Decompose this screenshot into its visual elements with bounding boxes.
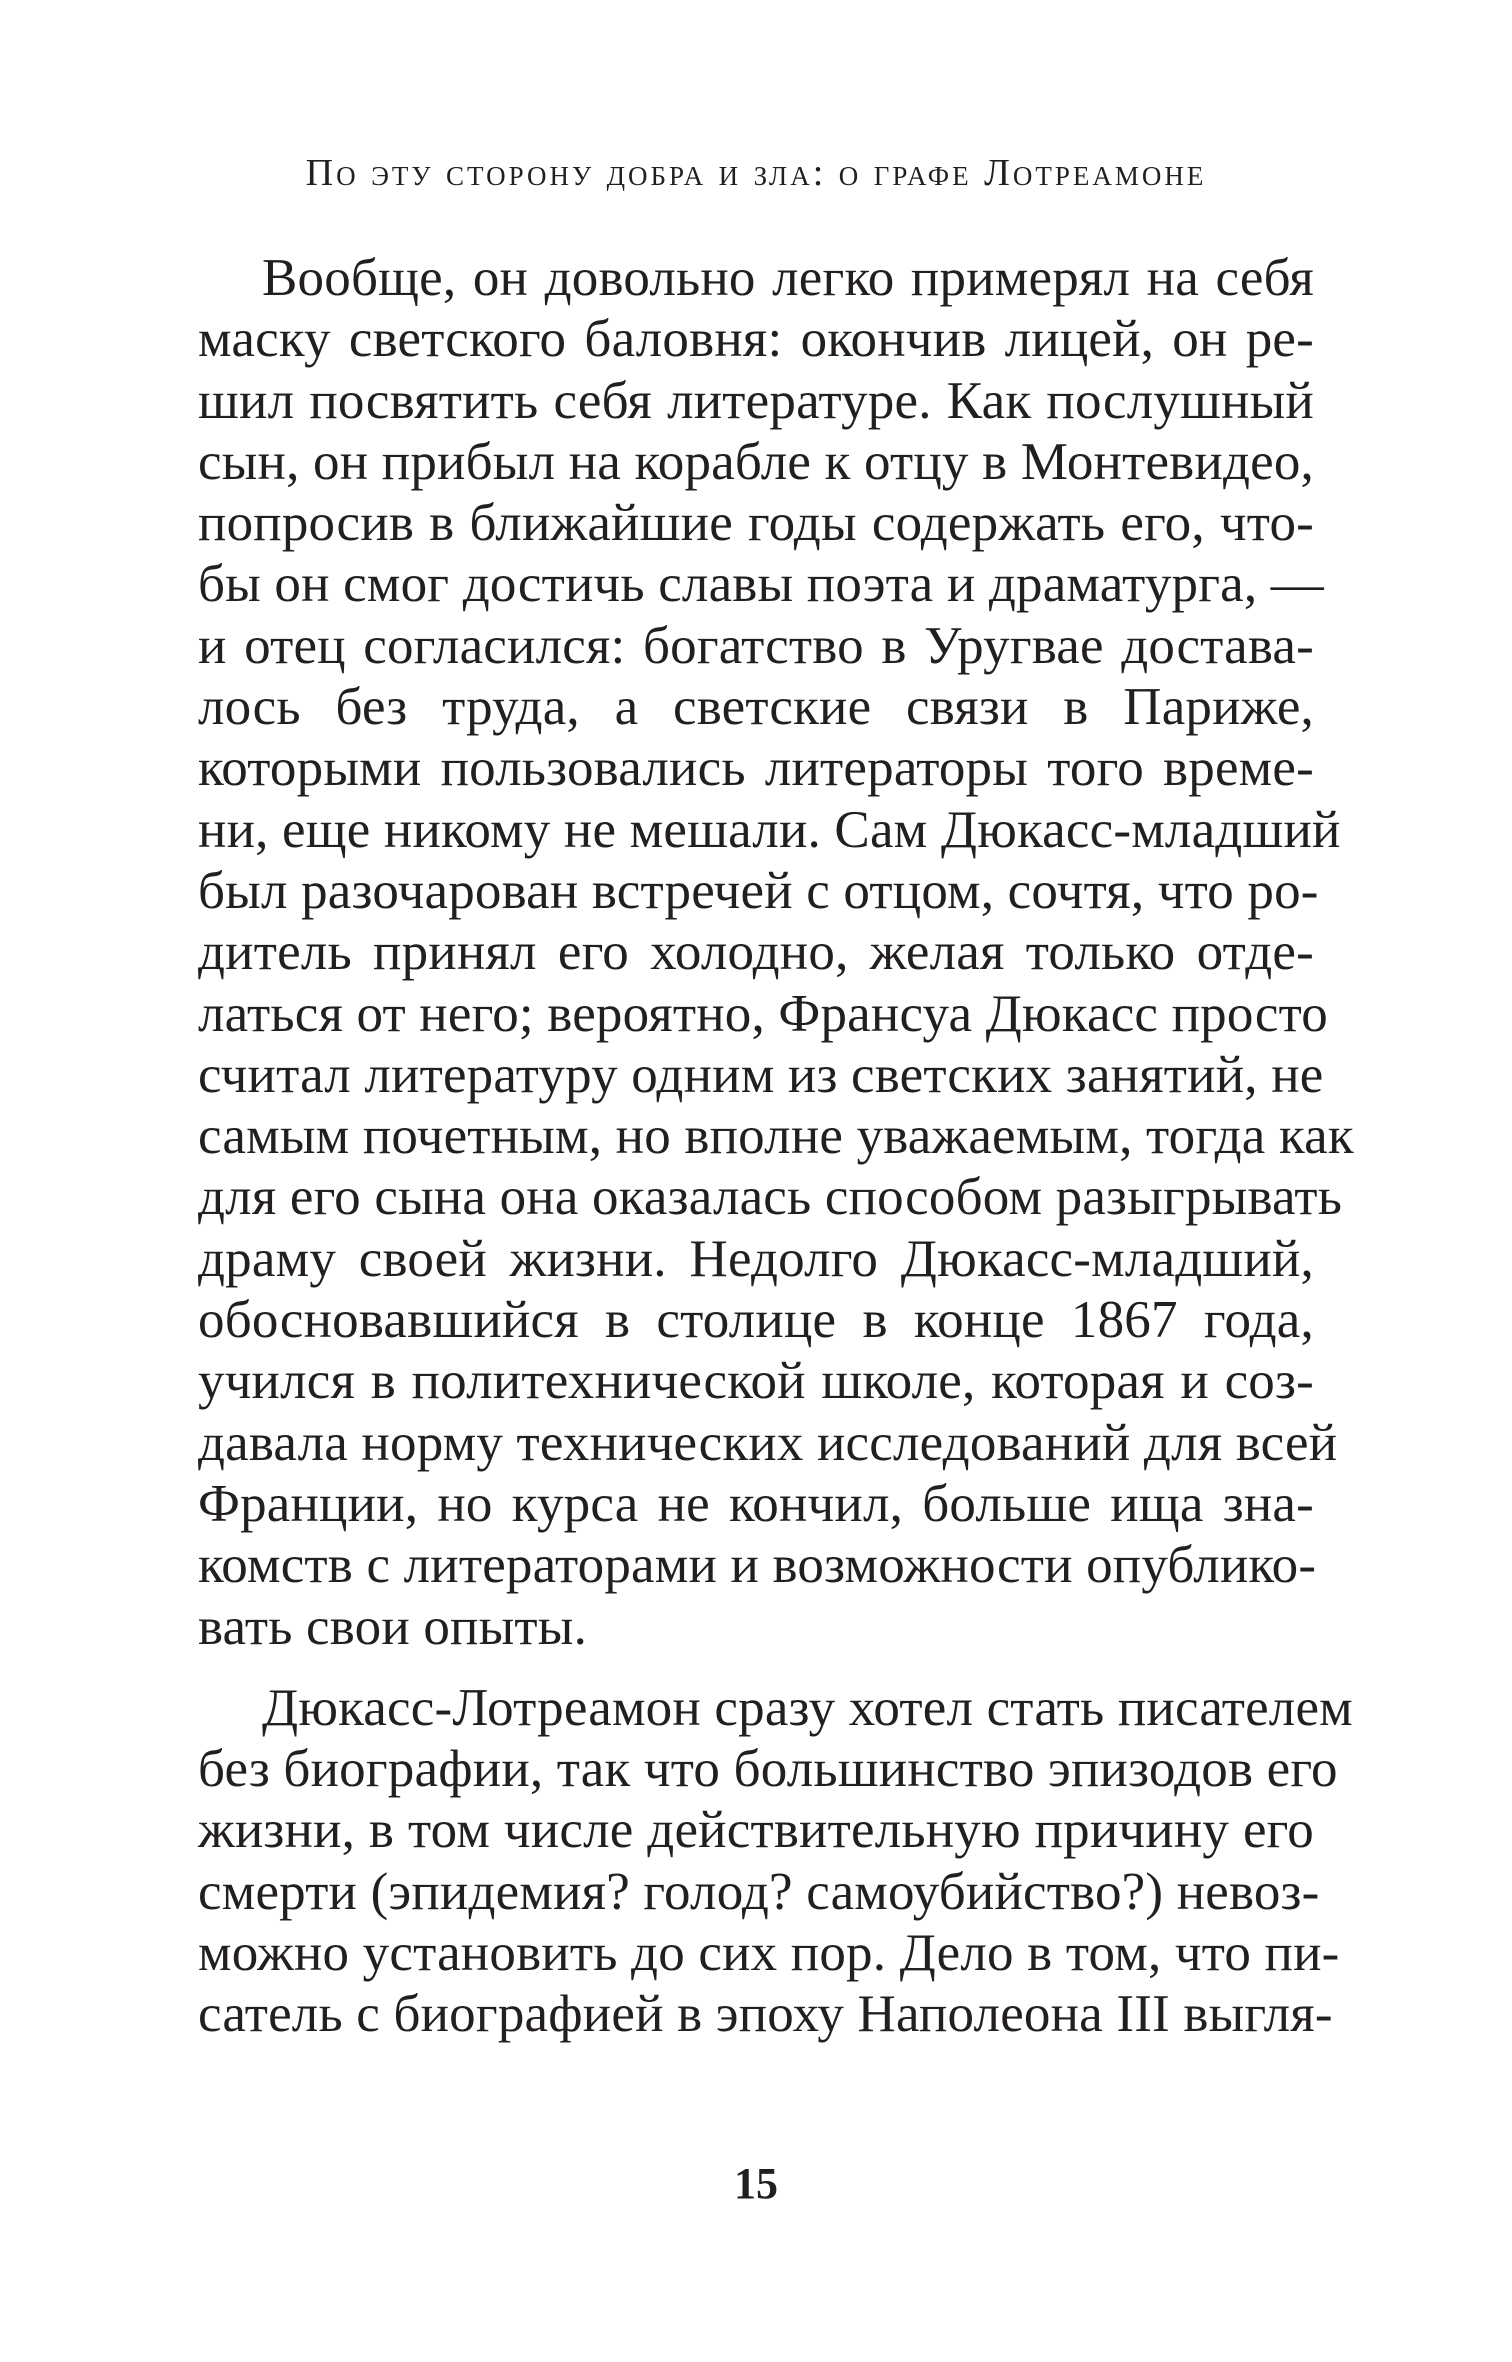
text-line: можно установить до сих пор. Дело в том, что пи- [198,1924,1340,1983]
text-line: попросив в ближайшие годы содержать его, что- [198,494,1314,553]
page-number: 15 [734,2159,778,2208]
text-line: был разочарован встречей с отцом, сочтя, что ро- [198,861,1319,920]
text-line: комств с литераторами и возможности опублико- [198,1536,1317,1595]
text-line: которыми пользовались литераторы того време- [198,739,1314,798]
running-head: По эту сторону добра и зла: о графе Лотреамоне [305,152,1207,194]
text-line: для его сына она оказалась способом разыгрывать [198,1168,1343,1227]
text-line: учился в политехнической школе, которая и соз- [198,1352,1314,1411]
text-line: ни, еще никому не мешали. Сам Дюкасс-младший [198,800,1341,859]
text-line: давала норму технических исследований для всей [198,1413,1338,1472]
text-line: Вообще, он довольно легко примерял на себя [262,249,1314,307]
text-line: латься от него; вероятно, Франсуа Дюкасс просто [198,984,1328,1043]
body-text [198,248,1354,2046]
text-line: жизни, в том числе действительную причину его [198,1801,1314,1860]
text-line: сын, он прибыл на корабле к отцу в Монтевидео, [198,432,1314,491]
text-line: и отец согласился: богатство в Уругвае достава- [198,616,1314,675]
paragraph [198,1678,1353,2046]
text-line: вать свои опыты. [198,1597,588,1656]
text-line: маску светского баловня: окончив лицей, он ре- [198,310,1314,369]
text-line: бы он смог достичь славы поэта и драматурга, — [198,555,1324,614]
text-line: Дюкасс-Лотреамон сразу хотел стать писателем [262,1678,1353,1737]
text-line: Франции, но курса не кончил, больше ища зна- [198,1474,1314,1533]
text-line: самым почетным, но вполне уважаемым, тогда как [198,1107,1354,1166]
text-line: сатель с биографией в эпоху Наполеона III выгля- [198,1985,1333,2044]
text-line: дитель принял его холодно, желая только отде- [198,923,1314,982]
text-line: драму своей жизни. Недолго Дюкасс-младший, [198,1229,1314,1288]
text-line: без биографии, так что большинство эпизодов его [198,1740,1338,1799]
text-line: шил посвятить себя литературе. Как послушный [198,371,1314,430]
text-line: лось без труда, а светские связи в Париже, [198,678,1314,737]
paragraph [198,248,1354,1658]
text-line: считал литературу одним из светских занятий, не [198,1045,1324,1104]
paragraph-gap [198,1658,1314,1678]
text-line: смерти (эпидемия? голод? самоубийство?) невоз- [198,1862,1320,1921]
text-line: обосновавшийся в столице в конце 1867 года, [198,1291,1314,1350]
